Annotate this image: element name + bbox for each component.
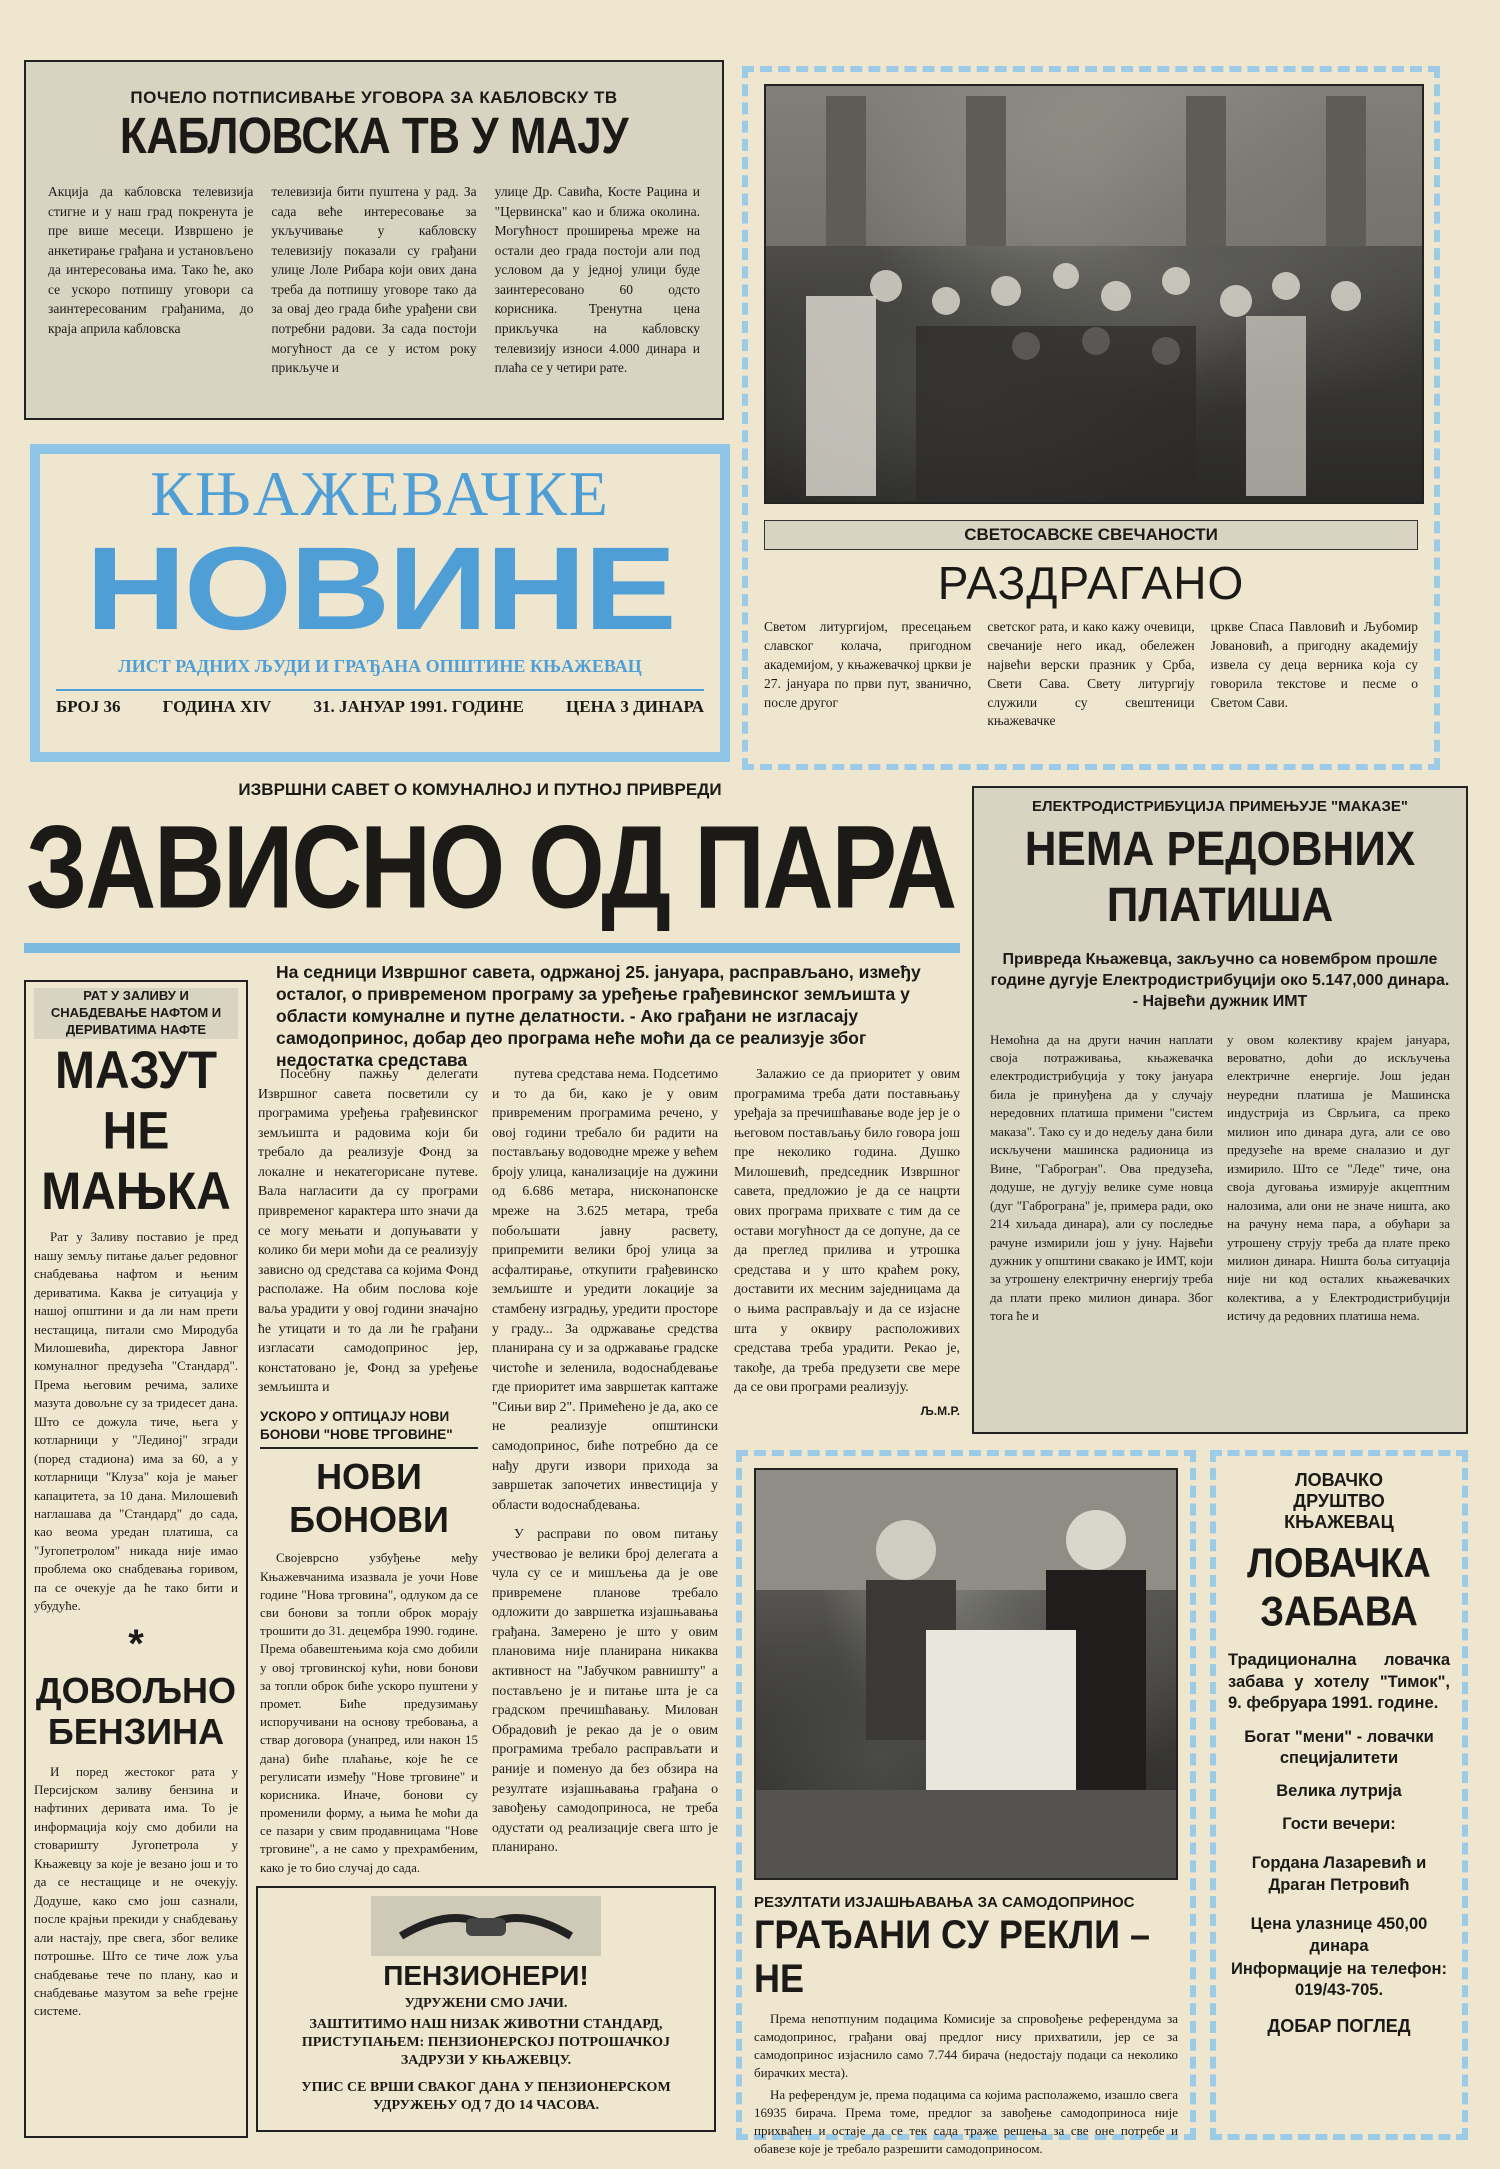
cable-tv-article: [24, 60, 724, 420]
main-col2b-text: У расправи по овом питању учествовао је велики број делегата а чула су се и мишљења да је ове привремене планове требало одложити до завршетка изјашњавања грађана. Замерено је што у овим плановима није планирана никаква активност на "Јабучком равништу" а постављено је и питање шта је са градском пречишћавању. Милован Обрадовић је рекао да је о овим програмима требало расправљати и раније и поменуо да без обзира на резултате изјашњавања грађана о завођењу самодоприноса, не треба одустати од реализације свега што је планирано.: [492, 1526, 718, 1855]
handshake-icon: [371, 1896, 601, 1956]
hunting-p4: Гости вечери:: [1282, 1814, 1396, 1833]
hunting-headline: ЛОВАЧКА ЗАБАВА: [1247, 1540, 1431, 1635]
svetosavske-headline: РАЗДРАГАНО: [937, 557, 1245, 609]
voting-photo-art: [756, 1470, 1178, 1880]
cable-tv-headline: КАБЛОВСКА ТВ У МАЈУ: [119, 108, 629, 165]
fuel-kicker: РАТ У ЗАЛИВУ И СНАБДЕВАЊЕ НАФТОМ И ДЕРИВАТИМА НАФТЕ: [34, 988, 238, 1039]
bonovi-body: Својеврсно узбуђење међу Књажевчанима изазвала је уочи Нове године "Нова трговина", одлуком да се сви бонови за топли оброк морају трошити до 31. децембра 1990. године. Према обавештењима која смо добили у овој трговинској кући, нови бонови за топли оброк биће ускоро пуштени у промет. Биће предузимању испоручивани на основу требовања, а ствар договора (унапред, или након 15 дана) биће плаћање, које ће се регулисати између "Нове трговине" и корисника. Иначе, бонови су променили форму, а њима ће моћи да се пазари у свим продавницама "Нове трговине", а не само у прехрамбеним, како је то био случај до сада.: [260, 1550, 478, 1875]
main-col1: [258, 1064, 478, 1401]
main-kicker: ИЗВРШНИ САВЕТ О КОМУНАЛНОЈ И ПУТНОЈ ПРИВРЕДИ: [238, 780, 722, 799]
pensioners-title: ПЕНЗИОНЕРИ!: [383, 1960, 589, 1991]
hunting-p8: ДОБАР ПОГЛЕД: [1267, 2015, 1411, 2036]
main-col2-text: путева средстава нема. Подсетимо и то да би, како је у овим привременим програмима речено, у овој години требало би радити на постављању водоводне мреже у већем броју улица, канализације на дужини од 6.686 метара, нисконапонске мреже на 3.625 метара, треба побољшати јавну расвету, припремити велики број улица за асфалтирање, откупити грађевинско земљиште и уредити локације за стамбену изградњу, уредити просторе у граду... За одржавање средства планирана су и за одржавање градске чистоће и зеленила, водоснабдевање где приоритет има завршетак каптаже "Сињи вир 2". Примећено је да, ако се не реализује општински самодопринос, биће потребно да се нађу други извори прихода за завршетак започетих инвестиција у области водоснабдевања.: [492, 1066, 718, 1512]
hunting-p6: Цена улазнице 450,00 динара: [1250, 1915, 1428, 1955]
hunting-p5: Гордана Лазаревић и Драган Петровић: [1251, 1853, 1427, 1894]
svetosavske-article: [742, 66, 1440, 770]
main-col2: [492, 1064, 718, 1518]
hunting-p1: Традиционална ловачка забава у хотелу "Тимок", 9. фебруара 1991. године.: [1228, 1651, 1450, 1713]
referendum-body1: Према непотпуним подацима Комисије за спровођење референдума за самодопринос, грађани овај предлог нису прихватили, јер се за самодопринос изјаснило само 7.744 бирача (недостају подаци са неколико бирачких места).: [754, 2011, 1178, 2080]
electric-col2: у овом колективу крајем јануара, вероватно, доћи до искључења електричне енергије. Још један неуредни платиша је Машинска индустрија из Сврљига, са преко милион ипо динара дуга, али се ово предузеће на време сналазио и дуг измирило. Што се "Леде" тиче, она своја дуговања измирује акцептним налозима, али они не значе ништа, ако на рачуну нема пара, а обућари за утрошену струју треба да плате преко милион динара. Ништа боља ситуација није ни код осталих књажевачких колектива, а у Електродистрибуцији истичу да редовних платиша нема.: [1227, 1031, 1450, 1324]
masthead-line2: НОВИНЕ: [85, 523, 675, 655]
hunting-p7: Информације на телефон: 019/43-705.: [1231, 1959, 1447, 2000]
electric-lead: Привреда Књажевца, закључно са новембром прошле године дугује Електродистрибуцији око 5.147,000 динара. - Највећи дужник ИМТ: [990, 951, 1450, 1010]
main-rule: [24, 943, 960, 953]
separator-star: *: [128, 1621, 144, 1666]
main-col1-text: Посебну пажњу делегати Извршног савета посветили су програмима уређења грађевинског земљишта и радовима који би требало да реализује Фонд за локалне и некатегорисане путеве. Вала нагласити да су програми привременог карактера што значи да се могу мењати и допуњавати у колико би мери моћи да се реализују зависно од средстава са којима Фонд располаже. На обим послова које ваља урадити у овој години значајно ће утицати и то да ли ће грађани изгласати самодопринос јер, констатовано је, Фонд за уређење земљишта и: [258, 1066, 478, 1395]
svetosavske-col3: цркве Спаса Павловић и Љубомир Јовановић, а пригодну академију извела су деца верника која су говорила текстове и песме о Светом Сави.: [1210, 619, 1418, 710]
pensioners-line2: ЗАШТИТИМО НАШ НИЗАК ЖИВОТНИ СТАНДАРД, ПРИСТУПАЊЕМ: ПЕНЗИОНЕРСКОЈ ПОТРОШАЧКОЈ ЗАДРУЗИ У КЊАЖЕВЦУ.: [301, 2017, 671, 2069]
benzin-body: И поред жестоког рата у Персијском заливу бензина и нафтиних деривата има. То је информација коју смо добили на стоваришту Југопетрола у Књажевцу за које је везано још и то да се нестащице и не очекују. Додуше, како смо још сазнали, после крајњи прекиди у снабдевању али настају, пре свега, због велике потрошње. Што се тиче лож уља снабдевање тече по плану, као и снабдевање мазутом за веће грејне системе.: [34, 1763, 238, 2019]
masthead-subtitle: ЛИСТ РАДНИХ ЉУДИ И ГРАЂАНА ОПШТИНЕ КЊАЖЕВАЦ: [118, 656, 642, 676]
referendum-article: [736, 1450, 1196, 2156]
masthead-line1: КЊАЖЕВАЧКЕ: [150, 458, 610, 529]
cable-tv-col3: улице Др. Савића, Косте Рацина и "Цервинска" као и ближа околина. Могућност проширења мреже на остали део града постоји али под условом да у једној улици буде заинтересовано 60 одсто корисника. Тренутна цена прикључка на кабловску телевизију износи 4.000 динара и плаћа се у четири рате.: [494, 184, 700, 376]
volume-year: ГОДИНА XIV: [162, 697, 272, 716]
pensioners-ad: [256, 1886, 716, 2132]
electric-col1: Немоћна да на други начин наплати своја потраживања, књажевачка електродистрибуција у току јануара била је принуђена да у случају нередовних платиша примени "систем маказа". Тако су и до недељу дана били искључени машинска радионица из Вине, "Габрогран". Ова предузећа, додуше, не дугују велике суме новца (дуг "Габрограна" је, примера ради, око 214 хиљада динара), али су последње рачуне измирили још у јуну. Највећи дужник у општини свакако је ИМТ, који за утрошену електричну енергију треба да плати преко милион динара. Због тога ће и: [990, 1031, 1213, 1324]
hunting-p3: Велика лутрија: [1276, 1781, 1402, 1800]
issue-price: ЦЕНА 3 ДИНАРА: [566, 697, 704, 716]
main-col3-text: Залажио се да приоритет у овим програмима треба дати поставњању уређаја за пречишћавање воде јер је о његовом постављању било говора још пре неколико година. Душко Милошевић, председник Извршног савета, предложио је да се нацрти ових програма прихвате с тим да се остави могућност да се допуне, да се да преглед прилива и утрошка средстава и у што краћем року, доставити их месним заједницама да о њима расправљају и да се изјасне шта у оквиру расположивих средстава треба урадити. Рекао је, такође, да треба предузети све мере да се ови програми реализују.: [734, 1066, 960, 1395]
bonovi-article: [256, 1404, 482, 1874]
hunting-party-ad: [1210, 1450, 1468, 2140]
pensioners-line1: УДРУЖЕНИ СМО ЈАЧИ.: [404, 1996, 568, 2011]
referendum-kicker: РЕЗУЛТАТИ ИЗЈАШЊАВАЊА ЗА САМОДОПРИНОС: [754, 1894, 1135, 1911]
main-headline: ЗАВИСНО ОД ПАРА: [26, 800, 956, 933]
main-col2b: [492, 1524, 718, 1861]
svetosavske-kicker: СВЕТОСАВСКЕ СВЕЧАНОСТИ: [764, 520, 1418, 550]
hunting-org1: ЛОВАЧКО: [1295, 1470, 1383, 1490]
electric-kicker: ЕЛЕКТРОДИСТРИБУЦИЈА ПРИМЕЊУЈЕ "МАКАЗЕ": [1032, 798, 1408, 815]
benzin-headline: ДОВОЉНО БЕНЗИНА: [35, 1669, 237, 1753]
electric-article: [972, 786, 1468, 1434]
referendum-body2: На референдум је, према подацима са којима располажемо, изашло свега 16935 бирача. Према томе, предлог за завођење самодоприноса није прихваћен и остаје да се тек сада траже решења за све оне потребе и обавезе које је требало разрешити самодоприносом.: [754, 2086, 1178, 2156]
bonovi-kicker: УСКОРО У ОПТИЦАЈУ НОВИ БОНОВИ "НОВЕ ТРГОВИНЕ": [260, 1408, 478, 1449]
church-photo: [764, 84, 1424, 504]
electric-headline: НЕМА РЕДОВНИХ ПЛАТИША: [1024, 821, 1416, 932]
main-lead: На седници Извршног савета, одржаној 25. јануара, расправљано, између осталог, о привременом програму за уређење грађевинског земљишта у области комуналне и путне делатности. - Ако грађани не изгласају самодопринос, добар део програма неће моћи да се реализује због недостатка средстава: [276, 962, 921, 1070]
cable-tv-col2: телевизија бити пуштена у рад. За сада веће интересовање за укључивање у кабловску телевизију показали су грађани улице Лоле Рибара који ових дана треба да потпишу уговоре тако да за овај део града биће урађени сви потребни радови. За сада постоји могућност да се у истом року прикључе и: [271, 184, 477, 376]
referendum-headline: ГРАЂАНИ СУ РЕКЛИ – НЕ: [754, 1911, 1151, 2001]
main-col3: [734, 1064, 960, 1420]
pensioners-line3: УПИС СЕ ВРШИ СВАКОГ ДАНА У ПЕНЗИОНЕРСКОМ УДРУЖЕЊУ ОД 7 ДО 14 ЧАСОВА.: [301, 2079, 671, 2113]
church-photo-art: [766, 86, 1424, 504]
masthead: [30, 444, 730, 762]
main-signature: Љ.М.Р.: [920, 1403, 960, 1418]
hunting-p2: Богат "мени" - ловачки специјалитети: [1244, 1727, 1434, 1768]
hunting-org2: ДРУШТВО: [1293, 1491, 1385, 1511]
svetosavske-col2: светског рата, и како кажу очевици, свечаније него икад, обележен највећи верски празник у Срба, Свети Сава. Свету литургију служили су свештеници књажевачке: [987, 619, 1195, 729]
issue-date: 31. ЈАНУАР 1991. ГОДИНЕ: [313, 697, 524, 716]
bonovi-headline: НОВИ БОНОВИ: [289, 1456, 449, 1541]
mazut-body: Рат у Заливу поставио је пред нашу земљу питање даљег редовног снабдевања нафтом и њеним дериватима. Каква је ситуација у нашој општини и да ли нам прети нестащица, питали смо Миродуба Милошевића, директора Јавног комуналног предузећа "Стандард". Према његовим речима, залихе мазута довољне су за тридесет дана. Што се дожула тиче, њега у котларници у "Лединој" згради (поред стадиона) има за 60, а у котларници "Клуза" која је мањег капацитета, за 10 дана. Милошевић наглашава да "Стандард" до сада, као веома уредан платиша, са "Југопетролом" никада није имао проблема око снабдевања горивом, па се очекује да ће тако бити и убудуће.: [34, 1229, 238, 1614]
cable-tv-kicker: ПОЧЕЛО ПОТПИСИВАЊЕ УГОВОРА ЗА КАБЛОВСКУ ТВ: [130, 88, 618, 107]
fuel-column: [24, 980, 248, 2138]
voting-photo: [754, 1468, 1178, 1880]
issue-number: БРОЈ 36: [56, 697, 121, 716]
hunting-org3: КЊАЖЕВАЦ: [1284, 1512, 1394, 1532]
cable-tv-col1: Акција да кабловска телевизија стигне и у наш град покренута је пре више месеци. Извршено је анкетирање грађана и установљено да интересовања има. Тако ће, ако се ускоро потпишу уговори са заинтересованим грађанима, до краја априла кабловска: [48, 184, 254, 336]
mazut-headline: МАЗУТ НЕ МАЊКА: [41, 1041, 231, 1222]
svetosavske-col1: Светом литургијом, пресецањем славског колача, пригодном академијом, у књажевачкој цркви је 27. јануара по први пут, званично, после другог: [764, 619, 972, 710]
